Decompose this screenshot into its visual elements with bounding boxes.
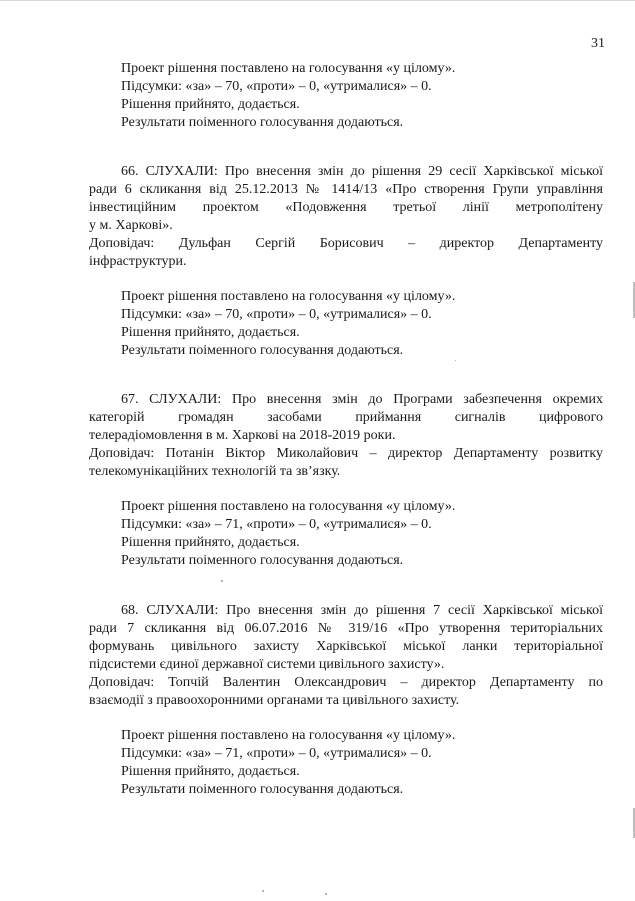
roll-call-line: Результати поіменного голосування додаються. xyxy=(121,115,404,130)
scan-border xyxy=(0,0,635,1)
item-heading: 66. СЛУХАЛИ: Про внесення змін до рішення 29 сесії Харківської міської xyxy=(121,164,603,179)
vote-line: Проект рішення поставлено на голосування «у цілому». xyxy=(121,61,456,76)
vote-line: Проект рішення поставлено на голосування «у цілому». xyxy=(121,728,456,743)
scan-speck xyxy=(221,580,223,582)
roll-call-line: Результати поіменного голосування додаються. xyxy=(121,782,404,797)
item-text-line: ради 7 скликання від 06.07.2016 № 319/16 «Про утворення територіальних xyxy=(89,621,603,636)
decision-line: Рішення прийнято, додається. xyxy=(121,325,300,340)
item-text-line: у м. Харкові». xyxy=(89,218,173,233)
item-text-line: телерадіомовлення в м. Харкові на 2018-2019 роки. xyxy=(89,428,396,443)
speaker-line: взаємодії з правоохоронними органами та цивільного захисту. xyxy=(89,693,460,708)
scan-speck xyxy=(325,893,327,895)
decision-line: Рішення прийнято, додається. xyxy=(121,535,300,550)
item-heading: 68. СЛУХАЛИ: Про внесення змін до рішення 7 сесії Харківської міської xyxy=(121,603,603,618)
page-number: 31 xyxy=(591,36,605,51)
roll-call-line: Результати поіменного голосування додаються. xyxy=(121,343,404,358)
speaker-line: Доповідач: Топчій Валентин Олександрович – директор Департаменту по xyxy=(89,675,603,690)
vote-line: Проект рішення поставлено на голосування «у цілому». xyxy=(121,289,456,304)
roll-call-line: Результати поіменного голосування додаються. xyxy=(121,553,404,568)
item-text-line: категорій громадян засобами приймання сигналів цифрового xyxy=(89,410,603,425)
scan-speck xyxy=(455,360,456,361)
speaker-line: Доповідач: Дульфан Сергій Борисович – директор Департаменту xyxy=(89,236,603,251)
item-text-line: ради 6 скликання від 25.12.2013 № 1414/13 «Про створення Групи управління xyxy=(89,182,603,197)
item-text-line: формувань цивільного захисту Харківської міської ланки територіальної xyxy=(89,639,603,654)
vote-results: Підсумки: «за» – 70, «проти» – 0, «утрималися» – 0. xyxy=(121,307,432,322)
vote-results: Підсумки: «за» – 70, «проти» – 0, «утрималися» – 0. xyxy=(121,79,432,94)
speaker-line: Доповідач: Потанін Віктор Миколайович – директор Департаменту розвитку xyxy=(89,446,603,461)
decision-line: Рішення прийнято, додається. xyxy=(121,97,300,112)
decision-line: Рішення прийнято, додається. xyxy=(121,764,300,779)
item-text-line: підсистеми єдиної державної системи цивільного захисту». xyxy=(89,657,445,672)
vote-line: Проект рішення поставлено на голосування «у цілому». xyxy=(121,499,456,514)
vote-results: Підсумки: «за» – 71, «проти» – 0, «утрималися» – 0. xyxy=(121,746,432,761)
item-heading: 67. СЛУХАЛИ: Про внесення змін до Програми забезпечення окремих xyxy=(121,392,603,407)
speaker-line: телекомунікаційних технологій та зв’язку. xyxy=(89,464,341,479)
speaker-line: інфраструктури. xyxy=(89,254,187,269)
vote-results: Підсумки: «за» – 71, «проти» – 0, «утрималися» – 0. xyxy=(121,517,432,532)
item-text-line: інвестиційним проектом «Подовження третьої лінії метрополітену xyxy=(89,200,603,215)
scan-speck xyxy=(262,890,264,892)
